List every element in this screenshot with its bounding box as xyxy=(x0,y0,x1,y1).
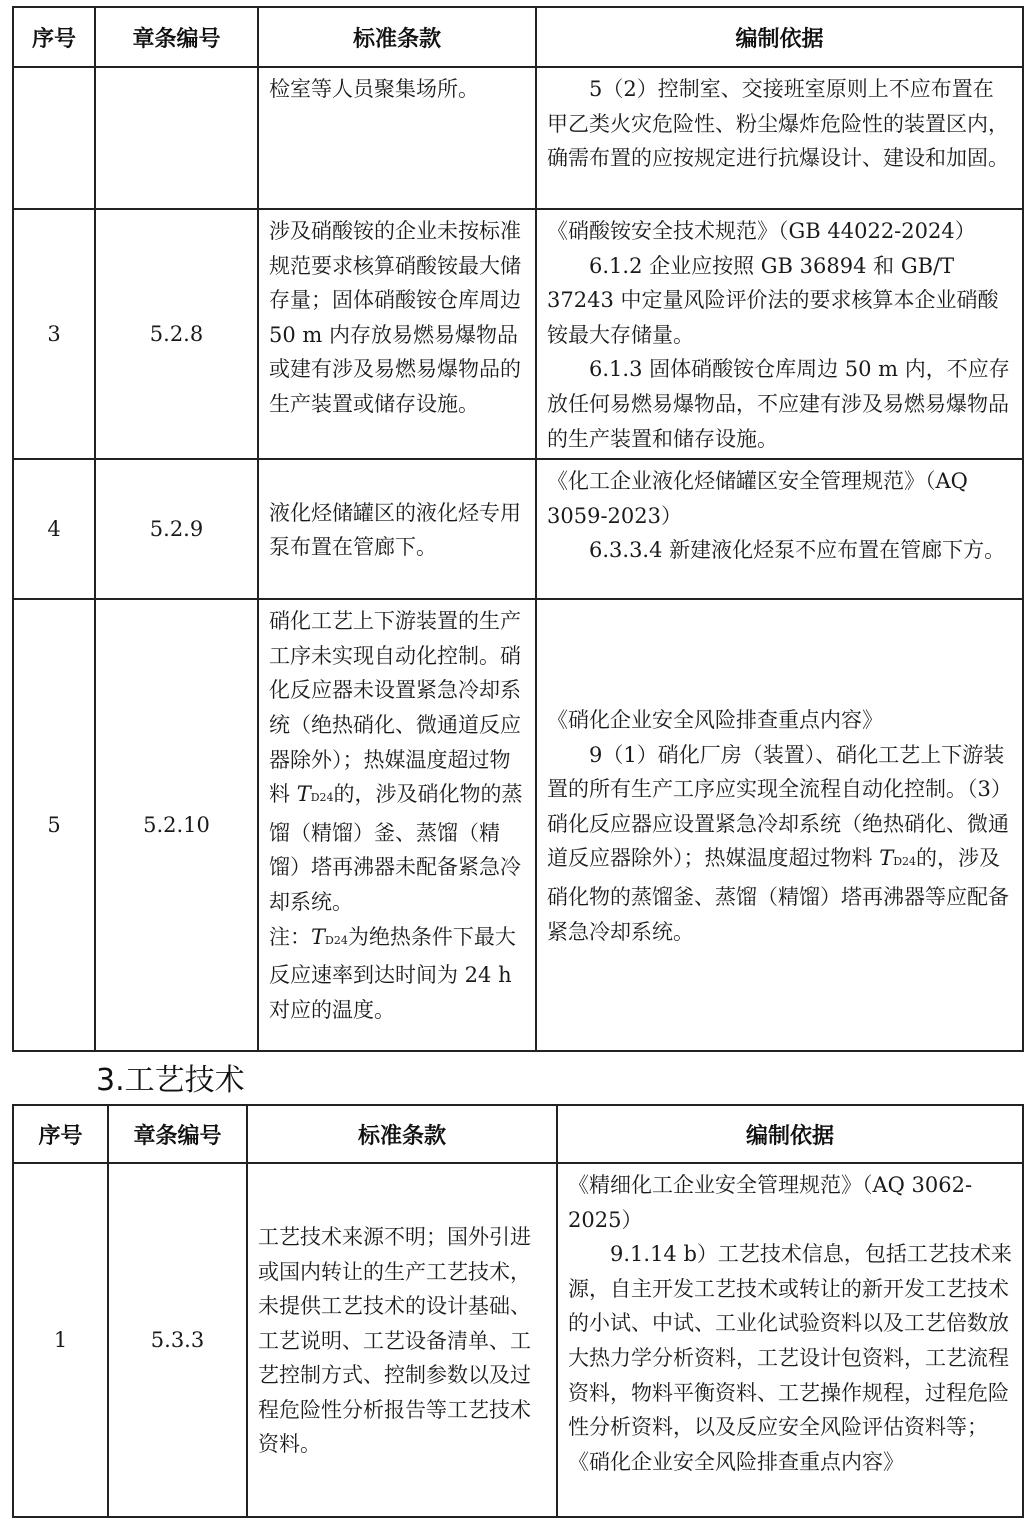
row-basis xyxy=(536,599,1023,1051)
header-basis: 编制依据 xyxy=(557,1105,1023,1163)
standard-note xyxy=(269,920,527,1028)
header-seq: 序号 xyxy=(13,1105,108,1163)
row-clause-number: 5.2.9 xyxy=(95,459,258,599)
table-header-row xyxy=(13,7,1023,67)
table-row xyxy=(13,459,1023,599)
standard-text: 液化烃储罐区的液化烃专用泵布置在管廊下。 xyxy=(269,500,521,560)
standard-text xyxy=(269,604,527,919)
row-seq: 3 xyxy=(13,209,95,459)
row-clause-number xyxy=(95,67,258,209)
t-d24-symbol: TD24 xyxy=(879,846,917,871)
basis-paragraph: 9（1）硝化厂房（装置）、硝化工艺上下游装置的所有生产工序应实现全流程自动化控制。（3）硝化反应器应设置紧急冷却系统（绝热硝化、微通道反应器除外）；热媒温度超过物料 TD24的，涉及硝化物的蒸馏釜、蒸馏（精馏）塔再沸器等应配备紧急冷却系统。 xyxy=(547,742,1012,944)
table-row xyxy=(13,67,1023,209)
header-clause-number: 章条编号 xyxy=(95,7,258,67)
row-seq: 5 xyxy=(13,599,95,1051)
row-seq: 1 xyxy=(13,1163,108,1517)
row-clause-number: 5.2.10 xyxy=(95,599,258,1051)
table-row xyxy=(13,209,1023,459)
basis-paragraph: 6.1.3 固体硝酸铵仓库周边 50 m 内，不应存放任何易燃易爆物品，不应建有涉及易燃易爆物品的生产装置和储存设施。 xyxy=(547,357,1010,451)
row-basis xyxy=(536,209,1023,459)
row-standard-text xyxy=(258,209,536,459)
row-seq xyxy=(13,67,95,209)
row-standard-text xyxy=(258,67,536,209)
standard-text-part: 硝化工艺上下游装置的生产工序未实现自动化控制。硝化反应器未设置紧急冷却系统（绝热硝化、微通道反应器除外）；热媒温度超过物料 xyxy=(269,609,521,807)
standard-text-part: 的，涉及硝化物的蒸馏（精馏）釜、蒸馏（精馏）塔再沸器未配备紧急冷却系统。 xyxy=(269,782,523,914)
header-basis: 编制依据 xyxy=(536,7,1023,67)
t-d24-symbol: TD24 xyxy=(296,782,334,807)
basis-paragraph: 6.1.2 企业应按照 GB 36894 和 GB/T 37243 中定量风险评价法的要求核算本企业硝酸铵最大存储量。 xyxy=(547,253,999,347)
basis-paragraph: 5（2）控制室、交接班室原则上不应布置在甲乙类火灾危险性、粉尘爆炸危险性的装置区内，确需布置的应按规定进行抗爆设计、建设和加固。 xyxy=(547,77,1009,171)
note-text: 为绝热条件下最大反应速率到达时间为 24 h 对应的温度。 xyxy=(269,924,516,1022)
table-row xyxy=(13,599,1023,1051)
standards-table-1 xyxy=(12,6,1024,1052)
basis-paragraph: 9.1.14 b）工艺技术信息，包括工艺技术来源，自主开发工艺技术或转让的新开发工艺技术的小试、中试、工业化试验资料以及工艺倍数放大热力学分析资料，工艺设计包资料，工艺流程资料，物料平衡资料、工艺操作规程，过程危险性分析资料，以及反应安全风险评估资料等； xyxy=(568,1242,1012,1440)
row-standard-text xyxy=(258,599,536,1051)
row-clause-number: 5.3.3 xyxy=(108,1163,247,1517)
basis-paragraph: 6.3.3.4 新建液化烃泵不应布置在管廊下方。 xyxy=(589,538,1006,563)
header-standard-clause: 标准条款 xyxy=(258,7,536,67)
basis-title: 《硝酸铵安全技术规范》（GB 44022-2024） xyxy=(547,219,976,243)
row-standard-text xyxy=(247,1163,557,1517)
header-standard-clause: 标准条款 xyxy=(247,1105,557,1163)
row-basis xyxy=(536,459,1023,599)
standard-text: 检室等人员聚集场所。 xyxy=(269,77,479,101)
basis-title: 《硝化企业安全风险排查重点内容》 xyxy=(547,708,883,733)
note-label: 注： xyxy=(269,924,311,949)
row-standard-text xyxy=(258,459,536,599)
table-header-row xyxy=(13,1105,1023,1163)
row-clause-number: 5.2.8 xyxy=(95,209,258,459)
standard-text: 工艺技术来源不明；国外引进或国内转让的生产工艺技术，未提供工艺技术的设计基础、工艺说明、工艺设备清单、工艺控制方式、控制参数以及过程危险性分析报告等工艺技术资料。 xyxy=(258,1224,531,1457)
t-d24-symbol: TD24 xyxy=(311,924,348,949)
table-row xyxy=(13,1163,1023,1517)
row-seq: 4 xyxy=(13,459,95,599)
basis-title: 《精细化工企业安全管理规范》（AQ 3062-2025） xyxy=(568,1173,973,1232)
basis-title: 《硝化企业安全风险排查重点内容》 xyxy=(568,1449,904,1474)
basis-title: 《化工企业液化烃储罐区安全管理规范》（AQ 3059-2023） xyxy=(547,469,968,528)
header-clause-number: 章条编号 xyxy=(108,1105,247,1163)
standards-table-2 xyxy=(12,1104,1024,1518)
row-basis xyxy=(536,67,1023,209)
header-seq: 序号 xyxy=(13,7,95,67)
section-title: 3.工艺技术 xyxy=(96,1063,245,1098)
row-basis xyxy=(557,1163,1023,1517)
standard-text: 涉及硝酸铵的企业未按标准规范要求核算硝酸铵最大储存量；固体硝酸铵仓库周边 50 m 内存放易燃易爆物品或建有涉及易燃易爆物品的生产装置或储存设施。 xyxy=(269,219,521,416)
